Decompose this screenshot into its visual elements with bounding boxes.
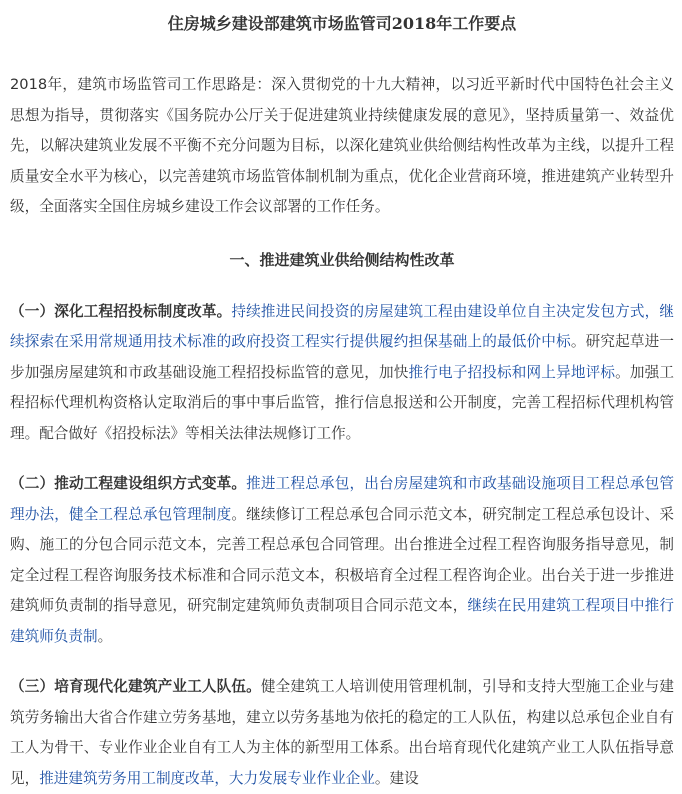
highlight-link[interactable]: 推行电子招投标和网上异地评标 <box>408 363 616 381</box>
highlight-link[interactable]: 持续推进民间投资的房屋建筑工程由建设单位自主决定发包方式，继续探索在采用常规通用技术标准的政府投资工程实行提供履约担保基础上的最低价中标 <box>10 302 674 350</box>
highlight-link[interactable]: 推进工程总承包，出台房屋建筑和市政基础设施项目工程总承包管理办法，健全工程总承包管理制度 <box>10 475 674 523</box>
item-title: （三）培育现代化建筑产业工人队伍。 <box>10 678 261 695</box>
item-text: 。 <box>97 627 113 645</box>
item-text: 。研究起草进一步加强房屋建筑和市政基础设施工程招投标监管的意见，加快 <box>10 333 674 381</box>
item-bidding-reform <box>10 297 674 450</box>
highlight-link[interactable]: 推进建筑劳务用工制度改革，大力发展专业作业企业 <box>39 769 375 787</box>
item-title: （二）推动工程建设组织方式变革。 <box>10 475 247 492</box>
item-text: 健全建筑工人培训使用管理机制，引导和支持大型施工企业与建筑劳务输出大省合作建立劳务基地，建立以劳务基地为依托的稳定的工人队伍，构建以总承包企业自有工人为骨干、专业作业企业自有工人为主体的新型用工体系。出台培育现代化建筑产业工人队伍指导意见， <box>10 678 674 787</box>
item-text: 。建设 <box>374 769 419 787</box>
section-heading: 一、推进建筑业供给侧结构性改革 <box>229 250 455 269</box>
item-workforce <box>10 672 674 794</box>
item-text: 。继续修订工程总承包合同示范文本，研究制定工程总承包设计、采购、施工的分包合同示范文本，完善工程总承包合同管理。出台推进全过程工程咨询服务指导意见，制定全过程工程咨询服务技术标准和合同示范文本，积极培育全过程工程咨询企业。出台关于进一步推进建筑师负责制的指导意见，研究制定建筑师负责制项目合同示范文本， <box>10 505 674 614</box>
item-text: 。加强工程招标代理机构资格认定取消后的事中事后监管，推行信息报送和公开制度，完善工程招标代理机构管理。配合做好《招投标法》等相关法律法规修订工作。 <box>10 363 674 442</box>
highlight-link[interactable]: 继续在民用建筑工程项目中推行建筑师负责制 <box>10 597 674 645</box>
document-title: 住房城乡建设部建筑市场监管司2018年工作要点 <box>167 14 517 33</box>
item-organization-reform <box>10 469 674 652</box>
item-title: （一）深化工程招投标制度改革。 <box>10 302 232 320</box>
intro-paragraph: 2018年，建筑市场监管司工作思路是：深入贯彻党的十九大精神，以习近平新时代中国特色社会主义思想为指导，贯彻落实《国务院办公厅关于促进建筑业持续健康发展的意见》，坚持质量第一、效益优先，以解决建筑业发展不平衡不充分问题为目标，以深化建筑业供给侧结构性改革为主线，以提升工程质量安全水平为核心，以完善建筑市场监管体制机制为重点，优化企业营商环境，推进建筑产业转型升级，全面落实全国住房城乡建设工作会议部署的工作任务。 <box>10 76 674 215</box>
